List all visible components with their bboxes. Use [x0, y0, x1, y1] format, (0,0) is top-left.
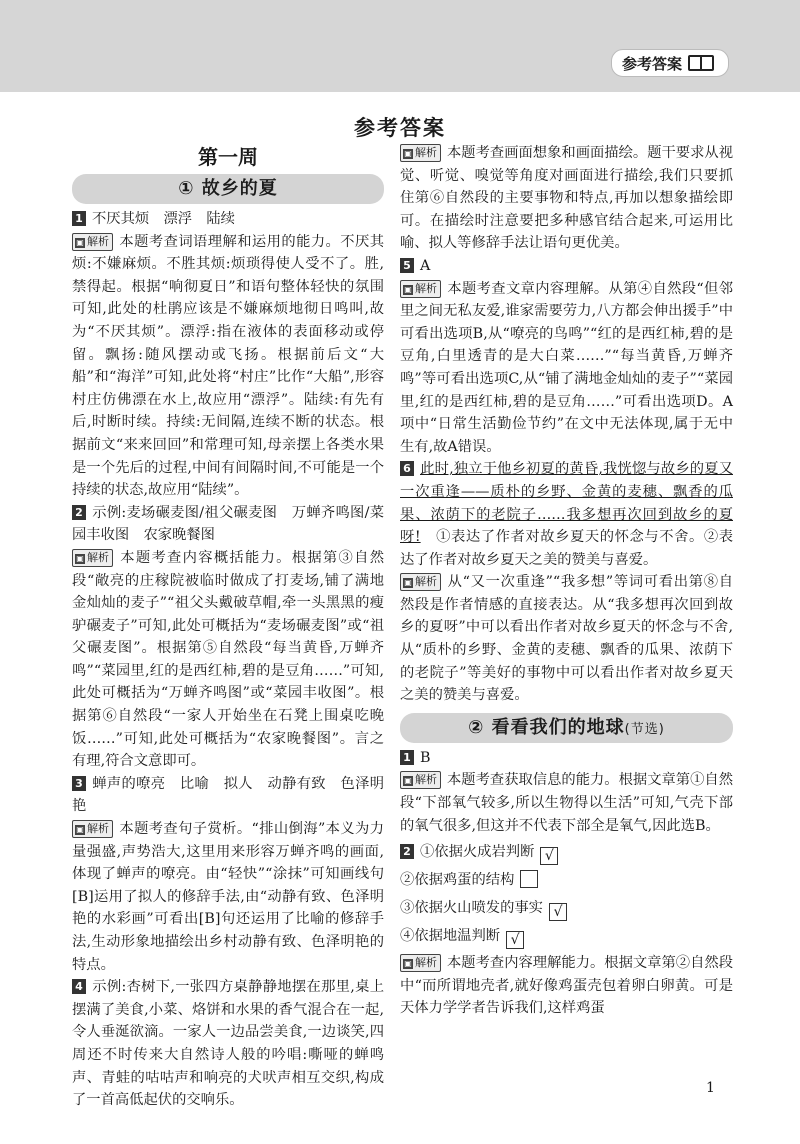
analysis-5 [400, 278, 733, 459]
check-label: ③依据火山喷发的事实 [400, 900, 543, 917]
l2-answer-2-row-1 [400, 840, 733, 865]
question-number: 2 [400, 844, 414, 859]
analysis-tag: ▣ 解析 [400, 144, 441, 162]
question-number: 2 [72, 505, 86, 520]
answer-text: ①表达了作者对故乡夏天的怀念与不舍。②表达了作者对故乡夏天之美的赞美与喜爱。 [400, 529, 733, 568]
lesson-2-title: ② 看看我们的地球(节选) [400, 713, 733, 743]
analysis-tag: ▣ 解析 [72, 233, 113, 251]
analysis-text: 从“又一次重逢”“我多想”等词可看出第⑧自然段是作者情感的直接表达。从“我多想再次回到故乡的夏呀”中可以看出作者对故乡夏天的怀念与不舍,从“质朴的乡野、金黄的麦穗、飘香的瓜果、浓荫下的老院子”等美好的事物中可以看出作者对故乡夏天之美的赞美与喜爱。 [400, 574, 733, 704]
l2-answer-2-row-4 [400, 924, 733, 949]
section-tab-label: 参考答案 [622, 54, 683, 73]
answer-2 [72, 502, 384, 547]
analysis-text: 本题考查句子赏析。“排山倒海”本义为力量强盛,声势浩大,这里用来形容万蝉齐鸣的画面,体现了蝉声的嘹亮。由“轻快”“涂抹”可知画线句[B]运用了拟人的修辞手法,由“动静有致、色泽明艳的水彩画”可看出[B]句还运用了比喻的修辞手法,生动形象地描绘出乡村动静有致、色泽明艳的特点。 [72, 821, 384, 973]
right-column [400, 142, 733, 1020]
header-band [0, 0, 800, 92]
analysis-text: 本题考查文章内容理解。从第④自然段“但邻里之间无私友爱,谁家需要劳力,八方都会伸出援手”中可看出选项B,从“嘹亮的鸟鸣”“红的是西红柿,碧的是豆角,白里透青的是大白菜……”“每当黄昏,万蝉齐鸣”等可看出选项C,从“铺了满地金灿灿的麦子”“菜园里,红的是西红柿,碧的是豆角……”可看出选项D。A项中“日常生活勤俭节约”在文中无法体现,属于无中生有,故A错误。 [400, 280, 733, 455]
analysis-text: 本题考查词语理解和运用的能力。不厌其烦:不嫌麻烦。不胜其烦:烦琐得使人受不了。胜,禁得起。根据“响彻夏日”和语句整体轻快的氛围可知,此处的杜鹃应该是不嫌麻烦地彻日鸣叫,故为“不厌其烦”。漂浮:指在液体的表面移动或停留。飘扬:随风摆动或飞扬。根据前后文“大船”和“海洋”可知,此处将“村庄”比作“大船”,形容村庄仿佛漂在水上,故应用“漂浮”。陆续:有先有后,时断时续。持续:无间隔,连续不断的状态。根据前文“来来回回”和常理可知,母亲摆上各类水果是一个先后的过程,中间有间隔时间,不可能是一个持续的状态,故应用“陆续”。 [72, 233, 384, 499]
answer-text: A [420, 257, 431, 274]
analysis-text: 本题考查画面想象和画面描绘。题干要求从视觉、听觉、嗅觉等角度对画面进行描绘,我们只要抓住第⑥自然段的主要事物和特点,再加以想象描绘即可。在描绘时注意要把多种感官结合起来,可运用比喻、拟人等修辞手法让语句更优美。 [400, 145, 733, 252]
analysis-3 [72, 818, 384, 976]
magnifier-icon: ▣ [76, 237, 84, 247]
lesson-1-title: ① 故乡的夏 [72, 174, 384, 204]
answer-1 [72, 208, 384, 231]
answer-text: 不厌其烦 漂浮 陆续 [92, 211, 235, 227]
question-number: 4 [72, 979, 86, 994]
magnifier-icon: ▣ [404, 284, 412, 294]
question-number: 6 [400, 461, 414, 476]
checkbox[interactable]: √ [540, 847, 558, 865]
page-number: 1 [706, 1080, 715, 1096]
l2-answer-1 [400, 747, 733, 770]
l2-answer-2-row-2 [400, 868, 733, 893]
question-number: 3 [72, 776, 86, 791]
page-title: 参考答案 [354, 116, 446, 140]
analysis-text: 本题考查内容理解能力。根据文章第②自然段中“而所谓地壳者,就好像鸡蛋壳包着卵白卵黄。可是天体力学学者告诉我们,这样鸡蛋 [400, 955, 733, 1017]
answer-text: 示例:杏树下,一张四方桌静静地摆在那里,桌上摆满了美食,小菜、烙饼和水果的香气混合在一起,令人垂涎欲滴。一家人一边品尝美食,一边谈笑,四周还不时传来大自然诗人般的吟唱:嘶哑的蝉鸣声、青蛙的咕咕声和响亮的犬吠声相互交织,构成了一首高低起伏的交响乐。 [72, 979, 384, 1109]
analysis-tag: ▣ 解析 [400, 771, 441, 789]
analysis-6 [400, 571, 733, 707]
question-number: 5 [400, 258, 414, 273]
answer-text: B [420, 749, 431, 766]
answer-6 [400, 458, 733, 571]
question-number: 1 [72, 211, 86, 226]
analysis-4 [400, 142, 733, 255]
magnifier-icon: ▣ [404, 149, 412, 158]
answer-5 [400, 255, 733, 278]
book-icon [688, 55, 714, 71]
analysis-2 [72, 547, 384, 773]
analysis-text: 本题考查获取信息的能力。根据文章第①自然段“下部氧气较多,所以生物得以生活”可知,气壳下部的氧气很多,但这并不代表下部全是氧气,因此选B。 [400, 772, 733, 834]
answer-4 [72, 976, 384, 1112]
check-label: ①依据火成岩判断 [420, 844, 535, 861]
analysis-text: 本题考查内容概括能力。根据第③自然段“敞亮的庄稼院被临时做成了打麦场,铺了满地金灿灿的麦子”“祖父头戴破草帽,牵一头黑黑的瘦驴碾麦子”可知,此处可概括为“麦场碾麦图”或“祖父碾麦图”。根据第⑤自然段“每当黄昏,万蝉齐鸣”“菜园里,红的是西红柿,碧的是豆角……”可知,此处可概括为“万蝉齐鸣图”或“菜园丰收图”。根据第⑥自然段“一家人开始坐在石凳上围桌吃晚饭……”可知,此处可概括为“农家晚餐图”。言之有理,符合文意即可。 [72, 549, 384, 770]
analysis-1 [72, 231, 384, 502]
l2-analysis-2 [400, 952, 733, 1020]
analysis-tag: ▣ 解析 [400, 573, 441, 591]
magnifier-icon: ▣ [404, 578, 412, 588]
analysis-tag: ▣ 解析 [400, 954, 441, 972]
magnifier-icon: ▣ [76, 825, 84, 835]
checkbox[interactable]: √ [506, 931, 524, 949]
analysis-tag: ▣ 解析 [72, 820, 113, 838]
magnifier-icon: ▣ [404, 959, 412, 969]
week-title: 第一周 [198, 145, 258, 169]
checkbox[interactable]: √ [549, 903, 567, 921]
lesson-2-title-suffix: (节选) [624, 721, 665, 737]
magnifier-icon: ▣ [76, 553, 84, 563]
checkbox[interactable] [520, 870, 538, 888]
analysis-tag: ▣ 解析 [400, 280, 441, 298]
answer-underlined-text: 此时,独立于他乡初夏的黄昏,我恍惚与故乡的夏又一次重逢——质朴的乡野、金黄的麦穗、飘香的瓜果、浓荫下的老院子……我多想再次回到故乡的夏呀! [400, 461, 733, 546]
magnifier-icon: ▣ [404, 776, 412, 786]
answer-text: 示例:麦场碾麦图/祖父碾麦图 万蝉齐鸣图/菜园丰收图 农家晚餐图 [72, 504, 384, 544]
analysis-tag: ▣ 解析 [72, 549, 113, 567]
section-tab[interactable] [611, 49, 729, 77]
check-label: ④依据地温判断 [400, 928, 501, 945]
left-column [72, 142, 384, 1112]
answer-text: 蝉声的嘹亮 比喻 拟人 动静有致 色泽明艳 [72, 775, 384, 815]
l2-answer-2-row-3 [400, 896, 733, 921]
l2-analysis-1 [400, 769, 733, 837]
answer-3 [72, 773, 384, 818]
question-number: 1 [400, 750, 414, 765]
check-label: ②依据鸡蛋的结构 [400, 872, 515, 889]
